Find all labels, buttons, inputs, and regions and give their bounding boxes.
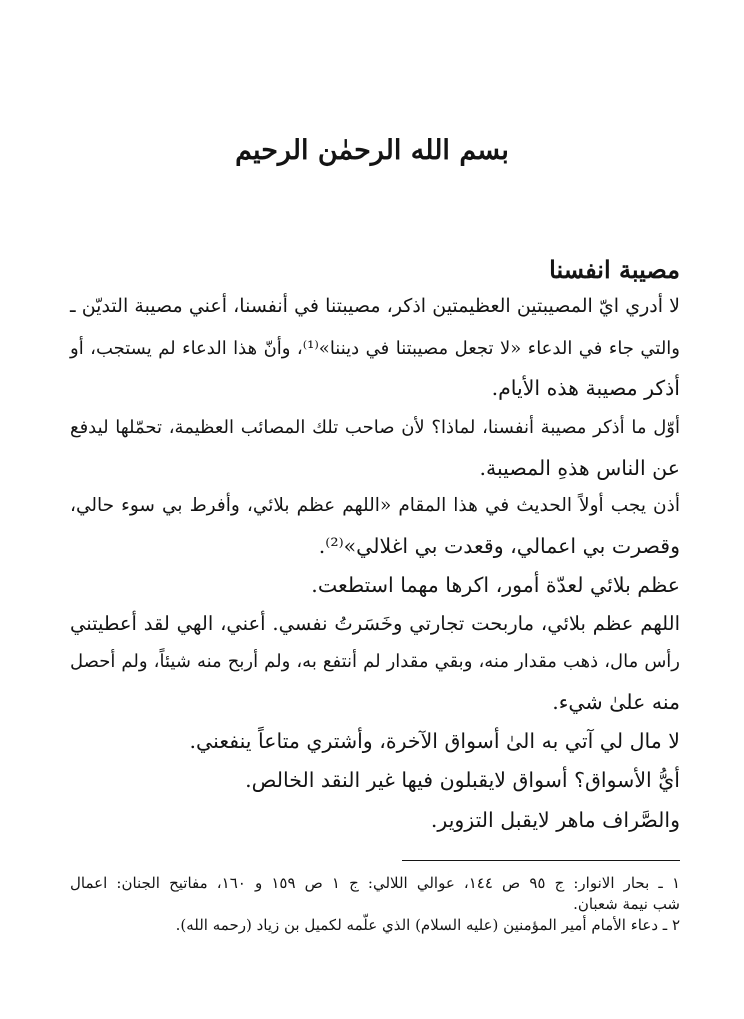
paragraph-line: والصَّراف ماهر لايقبل التزوير. [430,808,680,832]
paragraph-line: اللهم عظم بلائي، ماربحت تجارتي وخَسَرتُ نفسي. أعني، الهي لقد أعطيتني [70,612,680,635]
paragraph-line: عظم بلائي لعدّة أمور، اكرها مهما استطعت. [311,573,680,597]
paragraph-line: أيُّ الأسواق؟ أسواق لايقبلون فيها غير النقد الخالص. [245,768,680,792]
footnote-line: ٢ ـ دعاء الأمام أمير المؤمنين (عليه السلام) الذي علّمه لكميل بن زياد (رحمه الله). [175,916,680,934]
paragraph-line: منه علىٰ شيء. [552,690,680,714]
paragraph-line: وقصرت بي اعمالي، وقعدت بي اغلالي»⁽²⁾. [318,534,680,558]
paragraph-line: أذكر مصيبة هذه الأيام. [491,376,680,400]
paragraph-line: والتي جاء في الدعاء «لا تجعل مصيبتنا في ديننا»⁽¹⁾، وأنّ هذا الدعاء لم يستجب، أو [70,338,681,359]
footnote-divider [402,860,680,861]
paragraph-line: عن الناس هذهِ المصيبة. [479,456,680,480]
paragraph-line: لا أدري ايّ المصيبتين العظيمتين اذكر، مصيبتنا في أنفسنا، أعني مصيبة التديّن ـ [70,295,680,317]
basmala-title: بسم الله الرحمٰن الرحيم [235,135,509,166]
section-heading: مصيبة انفسنا [549,255,680,284]
footnote-line: شب نيمة شعبان. [573,895,680,913]
footnote-line: ١ ـ بحار الانوار: ج ٩٥ ص ١٤٤، عوالي اللالي: ج ١ ص ١٥٩ و ١٦٠، مفاتيح الجنان: اعمال [70,874,680,892]
paragraph-line: أذن يجب أولاً الحديث في هذا المقام «اللهم عظم بلائي، وأفرط بي سوء حالي، [70,495,680,516]
paragraph-line: أوّل ما أذكر مصيبة أنفسنا، لماذا؟ لأن صاحب تلك المصائب العظيمة، تحمّلها ليدفع [70,417,680,438]
paragraph-line: لا مال لي آتي به الىٰ أسواق الآخرة، وأشتري متاعاً ينفعني. [189,729,680,753]
paragraph-line: رأس مال، ذهب مقدار منه، وبقي مقدار لم أنتفع به، ولم أربح منه شيئاً، ولم أحصل [70,651,680,672]
